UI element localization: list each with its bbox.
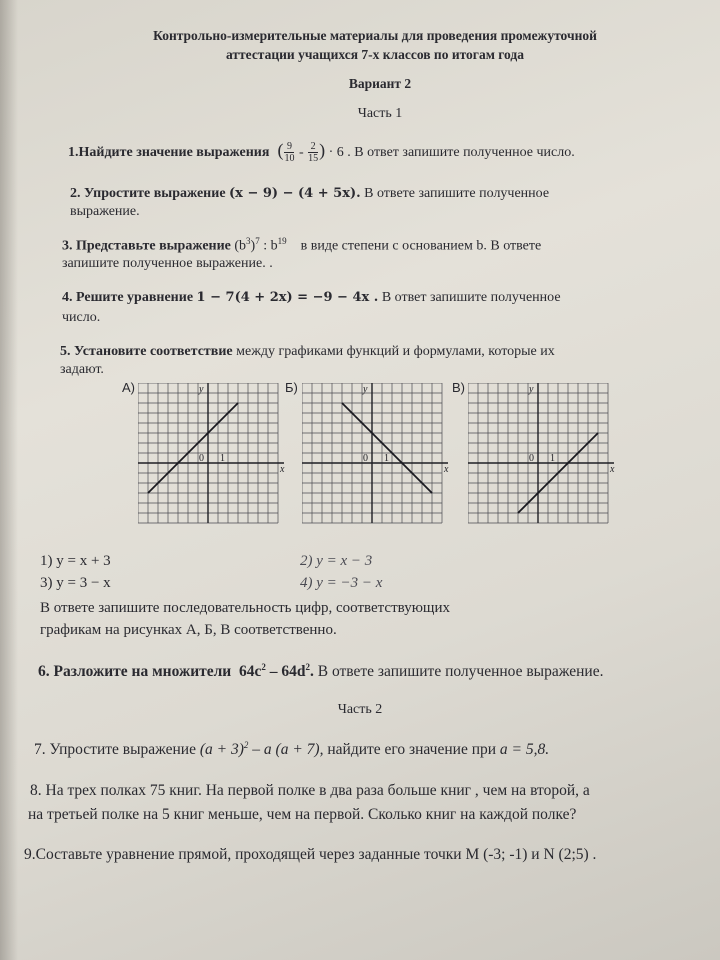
origin-label: 0 [199, 453, 204, 464]
unit-label: 1 [550, 453, 555, 464]
graph-b [302, 383, 452, 533]
question-8-line-2: на третьей полке на 5 книг меньше, чем на первой. Сколько книг на каждой полке? [28, 806, 577, 823]
origin-label: 0 [529, 453, 534, 464]
x-axis-label: x [610, 464, 615, 475]
q5-prompt-rest: между графиками функций и формулами, которые их [232, 344, 555, 359]
x-axis-label: x [280, 464, 285, 475]
q4-instruction: В ответ запишите полученное [381, 290, 561, 305]
q3-line-2: запишите полученное выражение. . [62, 256, 273, 271]
q4-line-2: число. [62, 310, 101, 325]
question-4 [62, 290, 561, 306]
q2-line-2: выражение. [70, 204, 140, 219]
graph-a-label: А) [122, 380, 135, 395]
graph-c [468, 383, 618, 533]
question-7: 7. Упростите выражение $(a + 3)^2 - a$ (a + 7), найдите его значение при a = 5,8. [34, 740, 550, 759]
question-2 [70, 186, 690, 202]
question-1: 1.Найдите значение выражения ( $\frac{9}{10}$ - $\frac{2}{15}$ ) · 6 . В ответ запишите полученное число. [68, 140, 575, 165]
y-axis-label: y [363, 384, 368, 395]
header-line-2: аттестации учащихся 7-х классов по итогам года [226, 47, 524, 62]
option-4: 4) y = −3 − x [300, 575, 383, 591]
function-line [148, 403, 238, 493]
q5-answer-instruction-1: В ответе запишите последовательность цифр, соответствующих [40, 600, 450, 616]
header-line-1: Контрольно-измерительные материалы для проведения промежуточной [153, 28, 597, 43]
question-5 [60, 344, 555, 360]
unit-label: 1 [384, 453, 389, 464]
q2-expression: (x − 9) − (4 + 5x). [229, 186, 361, 201]
q1-prompt: 1.Найдите значение выражения [68, 145, 270, 160]
question-8-line-1: 8. На трех полках 75 книг. На первой полке в два раза больше книг , чем на второй, а [30, 782, 590, 799]
option-1: 1) y = x + 3 [40, 553, 111, 569]
q4-equation: 1 − 7(4 + 2x) = −9 − 4x . [196, 290, 379, 305]
option-3: 3) y = 3 − x [40, 575, 111, 591]
q6-instruction: В ответе запишите полученное выражение. [313, 663, 604, 681]
variant-title: Вариант 2 [348, 76, 412, 91]
part2-title: Часть 2 [337, 702, 383, 717]
q1-minus: - [298, 145, 304, 160]
function-line [342, 403, 432, 493]
q1-fraction-1: $\frac{9}{10}$ [284, 141, 295, 165]
unit-label: 1 [220, 453, 225, 464]
q1-fraction-2: $\frac{2}{15}$ [308, 141, 319, 165]
origin-label: 0 [363, 453, 368, 464]
question-3: 3. Представьте выражение $(b^3)^7$ : $b^{19}$ в виде степени с основанием b. В ответе [62, 236, 542, 254]
y-axis-label: y [199, 384, 204, 395]
part1-title: Часть 1 [357, 106, 403, 121]
question-9: 9.Составьте уравнение прямой, проходящей через заданные точки М (-3; -1) и N (2;5) . [24, 846, 597, 863]
graph-a [138, 383, 288, 533]
question-6: 6. Разложите на множители $64c^2 - 64d^2$. В ответе запишите полученное выражение. [38, 662, 604, 681]
option-2: 2) y = x − 3 [300, 553, 373, 569]
q3-prompt: 3. Представьте выражение [62, 238, 231, 254]
q1-instruction: · 6 . В ответ запишите полученное число. [328, 145, 575, 160]
page-shadow [0, 0, 18, 960]
q5-line-2: задают. [60, 362, 104, 377]
graph-b-label: Б) [285, 380, 298, 395]
q5-prompt: 5. Установите соответствие [60, 344, 233, 359]
q2-instruction: В ответе запишите полученное [364, 186, 550, 201]
q6-prompt: 6. Разложите на множители [38, 663, 232, 681]
q2-prompt: 2. Упростите выражение [70, 186, 226, 201]
x-axis-label: x [444, 464, 449, 475]
y-axis-label: y [529, 384, 534, 395]
q4-prompt: 4. Решите уравнение [62, 290, 194, 305]
q3-instruction: в виде степени с основанием b. В ответе [300, 238, 542, 254]
graph-c-label: В) [452, 380, 465, 395]
q7-prompt: 7. Упростите выражение [34, 741, 196, 759]
q5-answer-instruction-2: графикам на рисунках А, Б, В соответственно. [40, 622, 337, 638]
